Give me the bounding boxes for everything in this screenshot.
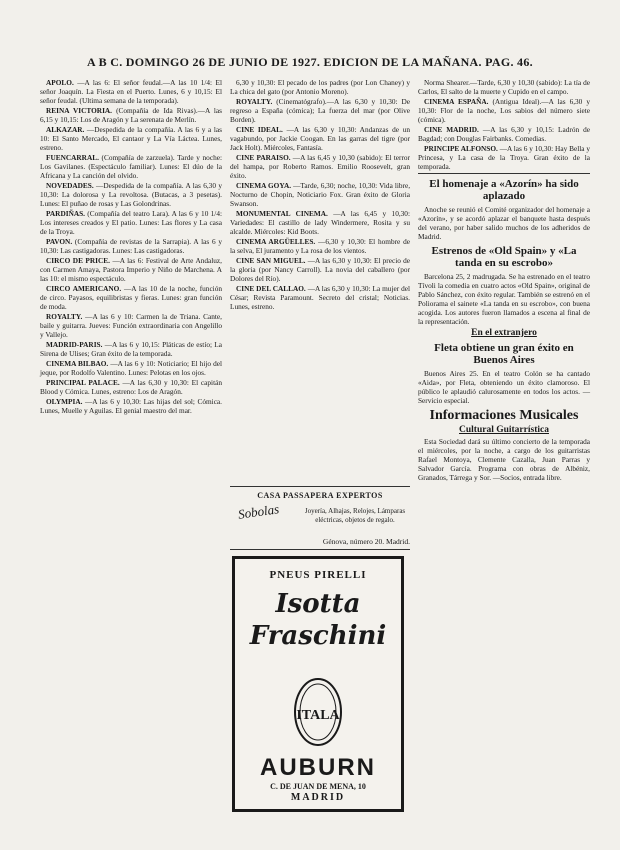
listing-entry xyxy=(40,312,222,339)
listing-text: (Cinematógrafo).—A las 6,30 y 10,30: De regreso a España (cómica); La fuerza del mar (por Olive Borden). xyxy=(230,97,410,124)
section-fleta-title: Fleta obtiene un gran éxito en Buenos Aires xyxy=(434,342,574,366)
listing-venue: OLYMPIA. xyxy=(46,397,83,406)
listing-text: 6,30 y 10,30: El pecado de los padres (por Lon Chaney) y La chica del gato (por Antonio Moreno). xyxy=(230,78,410,96)
listing-text: —6,30 y 10,30: El hombre de la selva, El juramento y La rosa de los vientos. xyxy=(230,237,410,255)
listing-entry xyxy=(418,125,590,143)
section-musicales-head: Informaciones Musicales xyxy=(429,408,579,423)
listing-entry xyxy=(40,78,222,105)
listing-venue: ROYALTY. xyxy=(46,312,83,321)
listing-venue: ALKAZAR. xyxy=(46,125,85,134)
listing-text: —A las 6 y 10: Carmen la de Triana. Cante, baile y guitarra. Jueves: Función extraordinaria con Angelillo y Vallejo. xyxy=(40,312,222,339)
listing-entry xyxy=(40,153,222,180)
listing-text: —A las 6,30 y 10,30: El capitán Blood y Cómica. Lunes, estreno: Los de Aragón. xyxy=(40,378,223,396)
listing-entry xyxy=(230,97,410,124)
news-column-3 xyxy=(418,78,590,483)
listing-text: Norma Shearer.—Tarde, 6,30 y 10,30 (sabido): La tía de Carlos, El salto de la muerte y Cupido en el campo. xyxy=(418,78,590,96)
listing-text: —A las 6: Festival de Arte Andaluz, con Carmen Amaya, Pastora Imperio y Niño de Marchena. A las 10: el mismo espectáculo. xyxy=(40,256,222,283)
section-guitarristica-body: Esta Sociedad dará su último concierto de la temporada el miércoles, por la noche, a cargo de los guitarristas Rafael Montoya, Clemente Cazalla, Juan Parras y Salvador García. Programa con obras de Albéniz, Granados, Tárrega y Sor. —Socios, entrada libre. xyxy=(418,437,590,482)
listing-text: —A las 6,45 y 10,30 (sabido): El terror del hampa, por Roberto Ramos. Emilio Roosevelt, gran éxito. xyxy=(230,153,410,180)
listing-entry xyxy=(418,78,590,96)
section-estrenos-body: Barcelona 25, 2 madrugada. Se ha estrenado en el teatro Tívoli la comedia en cuatro actos «Old Spain», original de Pablo Sánchez, con éxito regular. También se estrenó en el Poliorama el sainete «La tanda en su escrobo», con buena acogida. Los autores fueron llamados a escena al final de la representación. xyxy=(418,272,590,326)
section-azorin-title: El homenaje a «Azorín» ha sido aplazado xyxy=(429,178,579,202)
listing-entry xyxy=(230,256,410,283)
listing-text: (Compañía de zarzuela). Tarde y noche: Los Gavilanes. (Espectáculo familiar). Lunes: El dúo de la Africana y La canción del olvido. xyxy=(40,153,222,180)
listing-entry xyxy=(40,256,222,283)
listings-column-2 xyxy=(230,78,410,312)
listing-venue: MONUMENTAL CINEMA. xyxy=(236,209,328,218)
listing-entry xyxy=(40,209,222,236)
listing-venue: REINA VICTORIA. xyxy=(46,106,113,115)
listing-venue: CINE PARAISO. xyxy=(236,153,291,162)
listing-text: —A las 6 y 10,15: Pláticas de estío; La Sirena de Ulises; Gran éxito de la temporada. xyxy=(40,340,222,358)
listings-column-1 xyxy=(40,78,222,416)
section-azorin-body: Anoche se reunió el Comité organizador del homenaje a «Azorín», y se acordó aplazar el banquete hasta después del verano, por haber salido muchos de los adheridos de Madrid. xyxy=(418,205,590,241)
listing-entry xyxy=(418,97,590,124)
listing-text: (Compañía de Ida Rivas).—A las 6,15 y 10,15: Los de Aragón y La serenata de Merlín. xyxy=(40,106,222,124)
page-header: A B C. DOMINGO 26 DE JUNIO DE 1927. EDICION DE LA MAÑANA. PAG. 46. xyxy=(87,55,533,69)
listing-text: —Despedida de la compañía. A las 6 y a las 10: El Santo Mercado, El cantaor y La Vía Láctea. Lunes, estreno. xyxy=(40,125,222,152)
itala-logo-icon xyxy=(293,677,343,747)
listing-venue: PAVON. xyxy=(46,237,73,246)
listing-text: —A las 6 y 10,30: Hay Bella y Princesa, y La casa de la Troya. Gran éxito de la temporada. xyxy=(418,144,590,171)
listing-text: —Tarde, 6,30; noche, 10,30: Vida libre, Nocturno de Chopin, Noticiario Fox. Gran éxito de Gloria Swanson. xyxy=(230,181,411,208)
advert-auburn-top: PNEUS PIRELLI xyxy=(269,569,367,581)
listing-venue: CIRCO DE PRICE. xyxy=(46,256,110,265)
listing-entry xyxy=(40,284,222,311)
listing-venue: CINEMA GOYA. xyxy=(236,181,292,190)
listing-venue: APOLO. xyxy=(46,78,74,87)
listing-venue: CINEMA ESPAÑA. xyxy=(424,97,489,106)
section-divider xyxy=(418,173,590,174)
advert-jewelry-address: Génova, número 20. Madrid. xyxy=(322,537,410,546)
listing-venue: CINE DEL CALLAO. xyxy=(236,284,306,293)
advert-jewelry-title: CASA PASSAPERA EXPERTOS xyxy=(257,491,383,500)
listing-venue: CINE MADRID. xyxy=(424,125,479,134)
listing-entry xyxy=(40,397,222,415)
listing-entry xyxy=(230,284,410,311)
listing-venue: NOVEDADES. xyxy=(46,181,94,190)
section-guitarristica-title: Cultural Guitarrística xyxy=(459,425,549,435)
listing-entry xyxy=(40,359,222,377)
advert-auburn-city: MADRID xyxy=(290,792,346,803)
listing-venue: CIRCO AMERICANO. xyxy=(46,284,122,293)
advert-auburn xyxy=(232,556,404,812)
advert-auburn-brand: AUBURN xyxy=(260,754,376,781)
listing-venue: ROYALTY. xyxy=(236,97,273,106)
listing-entry xyxy=(230,209,410,236)
listing-entry xyxy=(230,78,410,96)
listing-entry xyxy=(40,181,222,208)
listing-text: —A las 6,30 y 10,30: El precio de la gloria (por Nancy Carroll). La novia del caballero (por Dolores del Río). xyxy=(230,256,410,283)
listing-text: (Antigua Ideal).—A las 6,30 y 10,30: Flor de la noche, Los sabios del número siete (cómica). xyxy=(418,97,590,124)
listing-venue: CINE SAN MIGUEL. xyxy=(236,256,306,265)
advert-auburn-script-2: Fraschini xyxy=(249,621,387,651)
listing-entry xyxy=(230,153,410,180)
listing-entry xyxy=(40,106,222,124)
advert-jewelry-description: Joyería, Alhajas, Relojes, Lámparas eléctricas, objetos de regalo. xyxy=(304,507,406,524)
listing-text: —A las 10 de la noche, función de circo. Payasos, equilibristas y fieras. Lunes: gran función de moda. xyxy=(40,284,223,311)
listing-text: —A las 6 y 10,30: Las hijas del sol; Cómica. Lunes, Muelle y Aguilas. El genial maestro del mar. xyxy=(40,397,222,415)
section-fleta-body: Buenos Aires 25. En el teatro Colón se ha cantado «Aida», por Fleta, obteniendo un éxito clamoroso. El público le aplaudió calurosamente en todos los actos. —Servicio especial. xyxy=(418,369,590,405)
advert-auburn-address: C. DE JUAN DE MENA, 10 xyxy=(270,782,366,791)
listing-text: (Compañía de revistas de la Sarrapia). A las 6 y 10,30: Las castigadoras. Lunes: Las castigadoras. xyxy=(40,237,223,255)
listing-venue: PRINCIPE ALFONSO. xyxy=(424,144,498,153)
section-extranjero-head: En el extranjero xyxy=(471,328,537,338)
listing-text: —A las 6,30 y 10,15: Ladrón de Bagdad; con Douglas Fairbanks. Comedias. xyxy=(418,125,591,143)
advert-auburn-script-1: Isotta xyxy=(275,589,361,619)
listing-text: —A las 6,30 y 10,30: La mujer del César; Revista Paramount. Secreto del cristal; Noticias. Lunes, estreno. xyxy=(230,284,410,311)
advert-jewelry-signature: Sobolas xyxy=(237,501,280,522)
listing-entry xyxy=(230,181,410,208)
itala-logo-text: ITALA xyxy=(296,708,340,723)
listing-venue: CINEMA ARGÜELLES. xyxy=(236,237,316,246)
listing-text: (Compañía del teatro Lara). A las 6 y 10 1/4: Los intereses creados y El patio. Lunes: Las flores y La casa de la Troya. xyxy=(40,209,223,236)
listing-entry xyxy=(230,125,410,152)
listing-entry xyxy=(418,144,590,171)
listing-venue: CINE IDEAL. xyxy=(236,125,283,134)
advert-jewelry xyxy=(230,486,410,550)
listing-text: —A las 6 y 10: Noticiario; El hijo del jeque, por Rodolfo Valentino. Lunes: Pelotas en los ojos. xyxy=(40,359,222,377)
listing-venue: FUENCARRAL. xyxy=(46,153,99,162)
listing-text: —A las 6,45 y 10,30: Variedades: El castillo de lady Windermere, Rosita y su alcalde. Miércoles: Kid Boots. xyxy=(230,209,410,236)
listing-entry xyxy=(40,378,222,396)
listings-column-3 xyxy=(418,78,590,171)
listing-venue: PRINCIPAL PALACE. xyxy=(46,378,120,387)
listing-entry xyxy=(40,125,222,152)
listing-entry xyxy=(40,340,222,358)
listing-text: —Despedida de la compañía. A las 6,30 y 10,30: La dolorosa y La revoltosa. (Butacas, a 3 pesetas). Lunes: El puñao de rosas y Las Golondrinas. xyxy=(40,181,222,208)
listing-text: —A las 6,30 y 10,30: Andanzas de un vagabundo, por Jackie Coogan. En las garras del tigre (por Jack Holt). Miércoles, Fantasía. xyxy=(230,125,410,152)
section-estrenos-title: Estrenos de «Old Spain» y «La tanda en su escrobo» xyxy=(431,245,577,269)
listing-entry xyxy=(40,237,222,255)
listing-text: —A las 6: El señor feudal.—A las 10 1/4: El señor Joaquín. La Fiesta en el Puerto. Lunes, 6 y 10,15: El señor feudal. (Ultima semana de la temporada). xyxy=(40,78,222,105)
listing-venue: PARDIÑAS. xyxy=(46,209,85,218)
listing-entry xyxy=(230,237,410,255)
listing-venue: CINEMA BILBAO. xyxy=(46,359,109,368)
listing-venue: MADRID-PARIS. xyxy=(46,340,103,349)
